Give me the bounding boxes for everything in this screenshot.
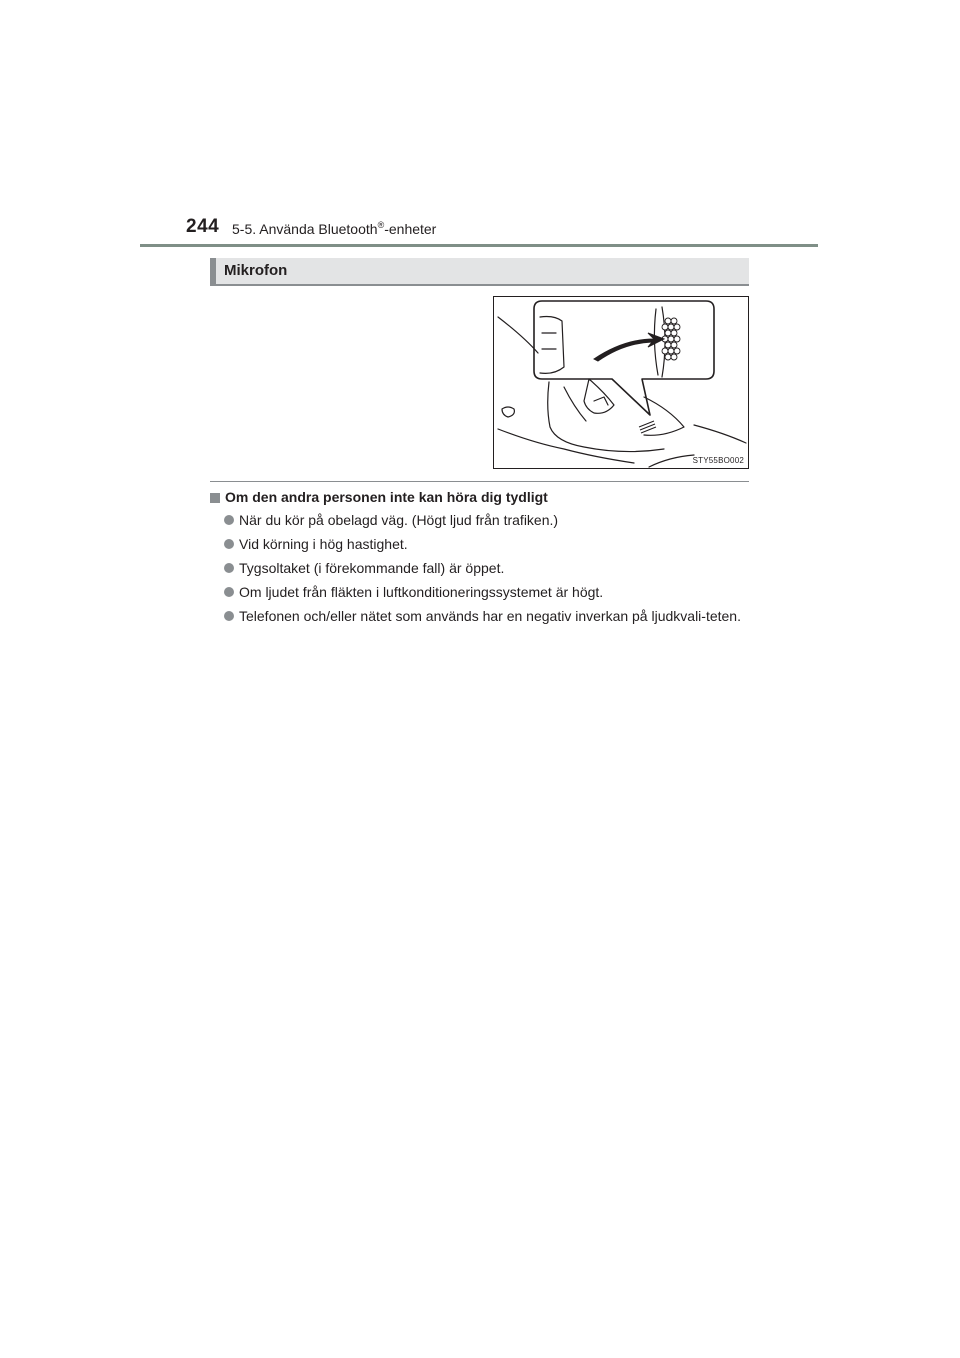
page-number: 244 (186, 216, 220, 237)
overhead-console-drawing (494, 297, 748, 468)
list-item: Vid körning i hög hastighet. (224, 536, 752, 553)
section-title: Mikrofon (224, 262, 288, 279)
arrow-icon (594, 333, 664, 361)
bullet-icon (224, 611, 234, 621)
list-item: Tygsoltaket (i förekommande fall) är öppet. (224, 560, 752, 577)
subsection-heading (210, 489, 548, 505)
bullet-icon (224, 587, 234, 597)
bullet-list (224, 512, 752, 632)
bullet-icon (224, 563, 234, 573)
section-accent (210, 258, 216, 284)
section-heading-bar (210, 258, 749, 286)
microphone-illustration (493, 296, 749, 469)
bullet-icon (224, 539, 234, 549)
subsection-title: Om den andra personen inte kan höra dig tydligt (225, 489, 548, 505)
list-item: När du kör på obelagd väg. (Högt ljud från trafiken.) (224, 512, 752, 529)
list-item: Om ljudet från fläkten i luftkonditioneringssystemet är högt. (224, 584, 752, 601)
list-item: Telefonen och/eller nätet som används har en negativ inverkan på ljudkvali-teten. (224, 608, 752, 625)
bullet-icon (224, 515, 234, 525)
registered-mark: ® (377, 220, 385, 230)
figure-id: STY55BO002 (692, 456, 744, 465)
chapter-title (232, 220, 436, 237)
square-bullet-icon (210, 493, 220, 503)
header-rule (140, 244, 818, 247)
chapter-suffix: -enheter (384, 221, 437, 237)
section-rule (210, 481, 749, 482)
chapter-prefix: 5-5. Använda Bluetooth (232, 221, 378, 237)
